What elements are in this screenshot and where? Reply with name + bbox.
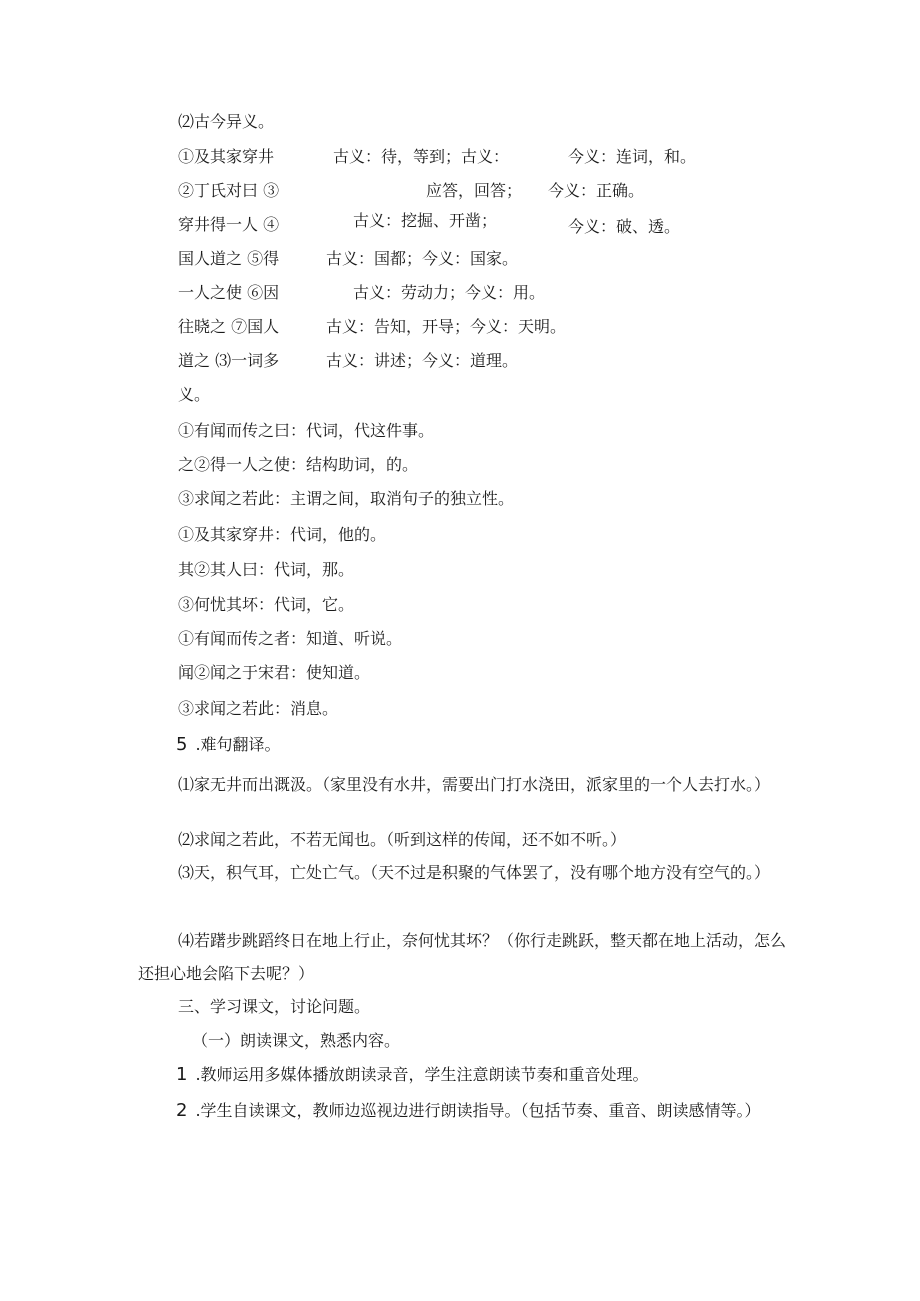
section3-item-text: .教师运用多媒体播放朗读录音，学生注意朗读节奏和重音处理。 [195, 1065, 649, 1084]
section3-item [138, 1094, 794, 1127]
yici-item: ①有闻而传之者：知道、听说。 [178, 629, 403, 648]
section3-subheading: （一）朗读课文，熟悉内容。 [192, 1031, 401, 1050]
gujin-row-2-right: 今义：正确。 [548, 181, 645, 200]
gujin-row-6-left: 往晓之 ⑦国人 [178, 317, 280, 336]
section3-item [176, 1064, 649, 1086]
yici-item: ①及其家穿井：代词，他的。 [178, 525, 387, 544]
yici-item: 之②得一人之使：结构助词，的。 [178, 455, 419, 474]
yici-item: ③何忧其坏：代词，它。 [178, 595, 355, 614]
nanju-heading-text: .难句翻译。 [195, 735, 281, 754]
yici-item: ③求闻之若此：主谓之间，取消句子的独立性。 [178, 489, 515, 508]
nanju-item: ⑶天，积气耳，亡处亡气。（天不过是积聚的气体罢了，没有哪个地方没有空气的。） [178, 863, 771, 882]
gujin-row-8-left: 义。 [178, 385, 211, 404]
yici-item: 闻②闻之于宋君：使知道。 [178, 663, 371, 682]
gujin-row-5-middle: 古义：劳动力；今义：用。 [353, 283, 546, 302]
gujin-row-7-middle: 古义：讲述；今义：道理。 [326, 351, 519, 370]
nanju-heading [176, 734, 281, 756]
gujin-row-3-middle: 古义：挖掘、开凿； [353, 211, 498, 230]
gujin-heading: ⑵古今异义。 [178, 112, 275, 131]
section3-heading: 三、学习课文，讨论问题。 [178, 997, 371, 1016]
nanju-heading-number: 5 [176, 734, 188, 755]
yici-item: 其②其人曰：代词，那。 [178, 560, 355, 579]
nanju-item: ⑵求闻之若此，不若无闻也。（听到这样的传闻，还不如不听。） [178, 830, 627, 849]
gujin-row-2-left: ②丁氏对曰 ③ [178, 181, 280, 200]
nanju-item: ⑴家无井而出溉汲。（家里没有水井，需要出门打水浇田，派家里的一个人去打水。） [178, 775, 771, 794]
gujin-row-1-right: 今义：连词，和。 [568, 147, 697, 166]
section3-item-text: .学生自读课文，教师边巡视边进行朗读指导。（包括节奏、重音、朗读感情等。） [195, 1101, 761, 1120]
gujin-row-5-left: 一人之使 ⑥因 [178, 283, 280, 302]
gujin-row-7-left: 道之 ⑶一词多 [178, 351, 280, 370]
gujin-row-4-middle: 古义：国都；今义：国家。 [326, 249, 519, 268]
gujin-row-2-middle: 应答，回答； [426, 181, 523, 200]
gujin-row-3-left: 穿井得一人 ④ [178, 215, 280, 234]
gujin-row-6-middle: 古义：告知，开导；今义：天明。 [326, 317, 567, 336]
section3-item-number: 2 [176, 1100, 188, 1121]
gujin-row-3-right: 今义：破、透。 [568, 217, 681, 236]
yici-item: ①有闻而传之曰：代词，代这件事。 [178, 421, 435, 440]
nanju-item: ⑷若躇步跳蹈终日在地上行止，奈何忧其坏？（你行走跳跃，整天都在地上活动，怎么还担心地会陷下去呢？） [138, 931, 787, 983]
yici-item: ③求闻之若此：消息。 [178, 699, 339, 718]
gujin-row-4-left: 国人道之 ⑤得 [178, 249, 280, 268]
gujin-row-1-middle: 古义：待，等到；古义： [333, 147, 510, 166]
gujin-row-1-left: ①及其家穿井 [178, 147, 275, 166]
section3-item-number: 1 [176, 1064, 188, 1085]
